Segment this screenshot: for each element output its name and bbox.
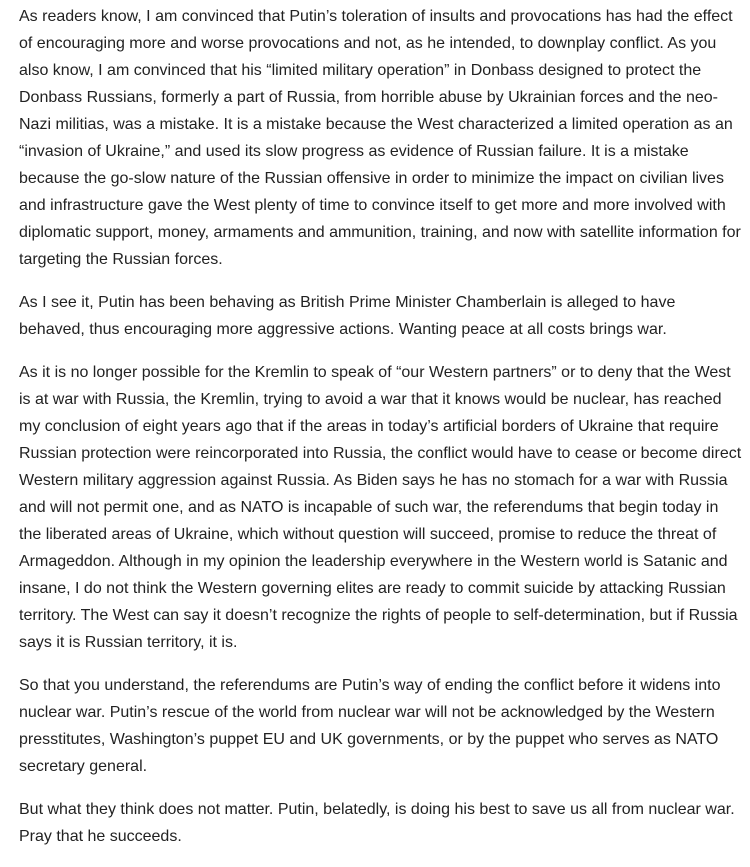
paragraph-1: As readers know, I am convinced that Putin’s toleration of insults and provocations has had the effect of encouraging more and worse provocations and not, as he intended, to downplay conflict. As you also know, I am convinced that his “limited military operation” in Donbass designed to protect the Donbass Russians, formerly a part of Russia, from horrible abuse by Ukrainian forces and the neo-Nazi militias, was a mistake. It is a mistake because the West characterized a limited operation as an “invasion of Ukraine,” and used its slow progress as evidence of Russian failure. It is a mistake because the go-slow nature of the Russian offensive in order to minimize the impact on civilian lives and infrastructure gave the West plenty of time to convince itself to get more and more involved with diplomatic support, money, armaments and ammunition, training, and now with satellite information for targeting the Russian forces. <box>19 8 741 268</box>
paragraph-2: As I see it, Putin has been behaving as British Prime Minister Chamberlain is alleged to have behaved, thus encouraging more aggressive actions. Wanting peace at all costs brings war. <box>19 294 676 338</box>
paragraph-5: But what they think does not matter. Putin, belatedly, is doing his best to save us all from nuclear war. Pray that he succeeds. <box>19 801 735 845</box>
paragraph-4: So that you understand, the referendums are Putin’s way of ending the conflict before it widens into nuclear war. Putin’s rescue of the world from nuclear war will not be acknowledged by the Western presstitutes, Washington’s puppet EU and UK governments, or by the puppet who serves as NATO secretary general. <box>19 677 721 775</box>
paragraph-3: As it is no longer possible for the Kremlin to speak of “our Western partners” or to deny that the West is at war with Russia, the Kremlin, trying to avoid a war that it knows would be nuclear, has reached my conclusion of eight years ago that if the areas in today’s artificial borders of Ukraine that require Russian protection were reincorporated into Russia, the conflict would have to cease or become direct Western military aggression against Russia. As Biden says he has no stomach for a war with Russia and will not permit one, and as NATO is incapable of such war, the referendums that begin today in the liberated areas of Ukraine, which without question will succeed, promise to reduce the threat of Armageddon. Although in my opinion the leadership everywhere in the Western world is Satanic and insane, I do not think the Western governing elites are ready to commit suicide by attacking Russian territory. The West can say it doesn’t recognize the rights of people to self-determination, but if Russia says it is Russian territory, it is. <box>19 364 742 651</box>
